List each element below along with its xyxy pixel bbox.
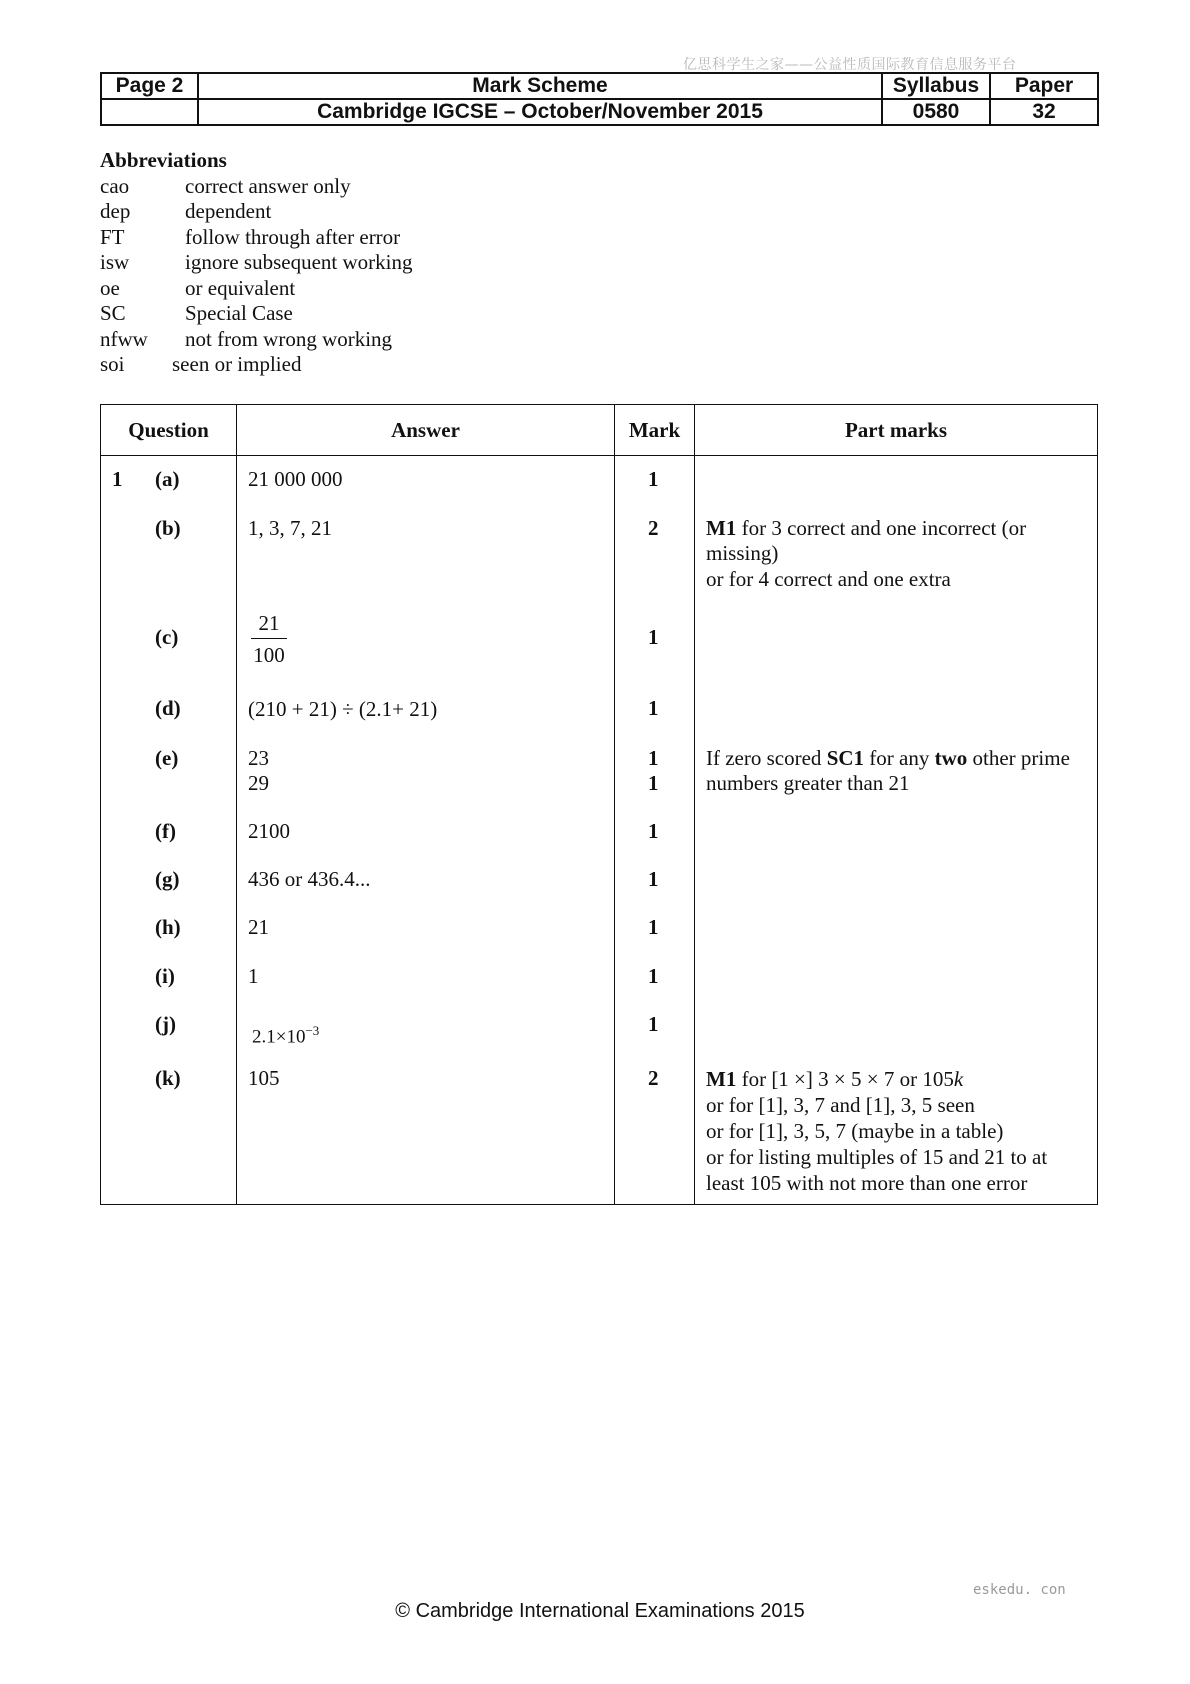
part-label-c: (c)	[155, 625, 179, 649]
abbreviation-meaning: seen or implied	[172, 352, 302, 376]
mark-c: 1	[648, 625, 659, 649]
copyright-footer: © Cambridge International Examinations 2015	[395, 1600, 805, 1622]
mark-scheme-table	[100, 404, 1098, 1205]
abbreviation-key: FT	[100, 224, 125, 249]
part-label-e: (e)	[155, 746, 179, 770]
fraction-denominator: 100	[253, 643, 285, 667]
abbreviation-meaning: follow through after error	[185, 224, 401, 249]
mark-j: 1	[648, 1012, 659, 1036]
top-watermark: 亿思科学生之家——公益性质国际教育信息服务平台	[683, 57, 1017, 73]
part-label-b: (b)	[155, 516, 181, 540]
sc1-label: SC1	[826, 746, 865, 770]
variable-k: k	[953, 1067, 964, 1091]
part-marks-column	[695, 456, 1098, 1205]
abbreviations-title: Abbreviations	[100, 148, 227, 172]
answer-j	[252, 1018, 319, 1050]
abbreviation-meaning: correct answer only	[185, 173, 351, 198]
answer-j-base: 2.1×10	[252, 1026, 306, 1048]
mark-e-1: 1	[648, 746, 659, 770]
part-marks-b-3: or for 4 correct and one extra	[706, 567, 951, 591]
answer-d: (210 + 21) ÷ (2.1+ 21)	[248, 697, 438, 721]
part-label-a: (a)	[155, 467, 180, 491]
answer-j-exponent: −3	[305, 1023, 320, 1038]
part-marks-header: Part marks	[695, 405, 1098, 456]
page-number: Page 2	[101, 73, 198, 99]
abbreviation-meaning: not from wrong working	[185, 326, 393, 351]
part-label-k: (k)	[155, 1066, 181, 1090]
abbreviation-key: nfww	[100, 326, 148, 351]
mark-e-2: 1	[648, 771, 659, 795]
abbreviation-row	[100, 352, 412, 378]
answer-b: 1, 3, 7, 21	[248, 516, 332, 540]
abbreviation-meaning: ignore subsequent working	[185, 250, 413, 274]
exam-subtitle: Cambridge IGCSE – October/November 2015	[198, 99, 882, 125]
part-marks-e-pre: If zero scored	[706, 746, 827, 770]
part-marks-k-text: for [1 ×] 3 × 5 × 7 or 105	[736, 1067, 954, 1091]
syllabus-label: Syllabus	[882, 73, 990, 99]
header-table	[100, 72, 1099, 126]
m1-label: M1	[706, 1067, 737, 1091]
abbreviation-key: oe	[100, 275, 120, 300]
two-emphasis: two	[934, 746, 968, 770]
abbreviation-meaning: dependent	[185, 199, 272, 223]
abbreviation-key: isw	[100, 250, 130, 274]
answer-header: Answer	[237, 405, 615, 456]
part-marks-k-4: or for listing multiples of 15 and 21 to at	[706, 1145, 1048, 1169]
abbreviation-row	[100, 276, 412, 302]
part-label-d: (d)	[155, 696, 181, 720]
question-column	[101, 456, 237, 1205]
m1-label: M1	[706, 516, 737, 540]
abbreviation-key: soi	[100, 352, 125, 376]
part-marks-k-1	[706, 1067, 963, 1093]
abbreviation-row	[100, 327, 412, 353]
answer-c-fraction	[251, 611, 287, 668]
part-marks-b-text: for 3 correct and one incorrect (or	[736, 516, 1027, 540]
part-marks-e-post: other prime	[967, 746, 1070, 770]
part-label-f: (f)	[155, 819, 176, 843]
mark-h: 1	[648, 915, 659, 939]
part-label-g: (g)	[155, 867, 180, 891]
paper-number: 32	[990, 99, 1098, 125]
abbreviation-row	[100, 250, 412, 276]
syllabus-code: 0580	[882, 99, 990, 125]
answer-g: 436 or 436.4...	[248, 867, 371, 891]
mark-d: 1	[648, 696, 659, 720]
abbreviation-row	[100, 225, 412, 251]
part-label-h: (h)	[155, 915, 181, 939]
abbreviation-meaning: Special Case	[185, 301, 293, 325]
part-marks-b-1	[706, 516, 1026, 542]
answer-k: 105	[248, 1066, 280, 1090]
mark-f: 1	[648, 819, 659, 843]
question-number: 1	[112, 467, 123, 491]
header-blank-cell	[101, 99, 198, 125]
fraction-numerator: 21	[251, 611, 287, 639]
abbreviation-key: dep	[100, 199, 131, 223]
part-marks-e-1	[706, 746, 1070, 772]
abbreviation-row	[100, 301, 412, 327]
mark-b: 2	[648, 516, 659, 540]
part-marks-k-3: or for [1], 3, 5, 7 (maybe in a table)	[706, 1119, 1004, 1143]
mark-header: Mark	[615, 405, 695, 456]
paper-label: Paper	[990, 73, 1098, 99]
answer-i: 1	[248, 964, 259, 988]
answer-f: 2100	[248, 819, 290, 843]
mark-k: 2	[648, 1066, 659, 1090]
mark-i: 1	[648, 964, 659, 988]
answer-e-1: 23	[248, 746, 269, 770]
abbreviation-key: SC	[100, 301, 126, 325]
abbreviation-row	[100, 174, 412, 200]
answer-column	[237, 456, 615, 1205]
mark-g: 1	[648, 867, 659, 891]
answer-h: 21	[248, 915, 269, 939]
abbreviation-key: cao	[100, 173, 130, 198]
abbreviation-meaning: or equivalent	[185, 275, 296, 300]
part-label-i: (i)	[155, 964, 175, 988]
abbreviations-section	[100, 148, 412, 378]
answer-e-2: 29	[248, 771, 269, 795]
part-marks-e-2: numbers greater than 21	[706, 771, 910, 795]
answer-a: 21 000 000	[248, 467, 343, 491]
part-marks-b-2: missing)	[706, 541, 779, 565]
doc-title: Mark Scheme	[198, 73, 882, 99]
mark-column	[615, 456, 695, 1205]
footer-watermark: eskedu. con	[973, 1582, 1066, 1598]
abbreviation-row	[100, 199, 412, 225]
question-header: Question	[101, 405, 237, 456]
part-marks-k-2: or for [1], 3, 7 and [1], 3, 5 seen	[706, 1093, 975, 1117]
part-marks-k-5: least 105 with not more than one error	[706, 1171, 1028, 1195]
mark-a: 1	[648, 467, 659, 491]
part-marks-e-mid: for any	[864, 746, 935, 770]
part-label-j: (j)	[155, 1012, 176, 1036]
